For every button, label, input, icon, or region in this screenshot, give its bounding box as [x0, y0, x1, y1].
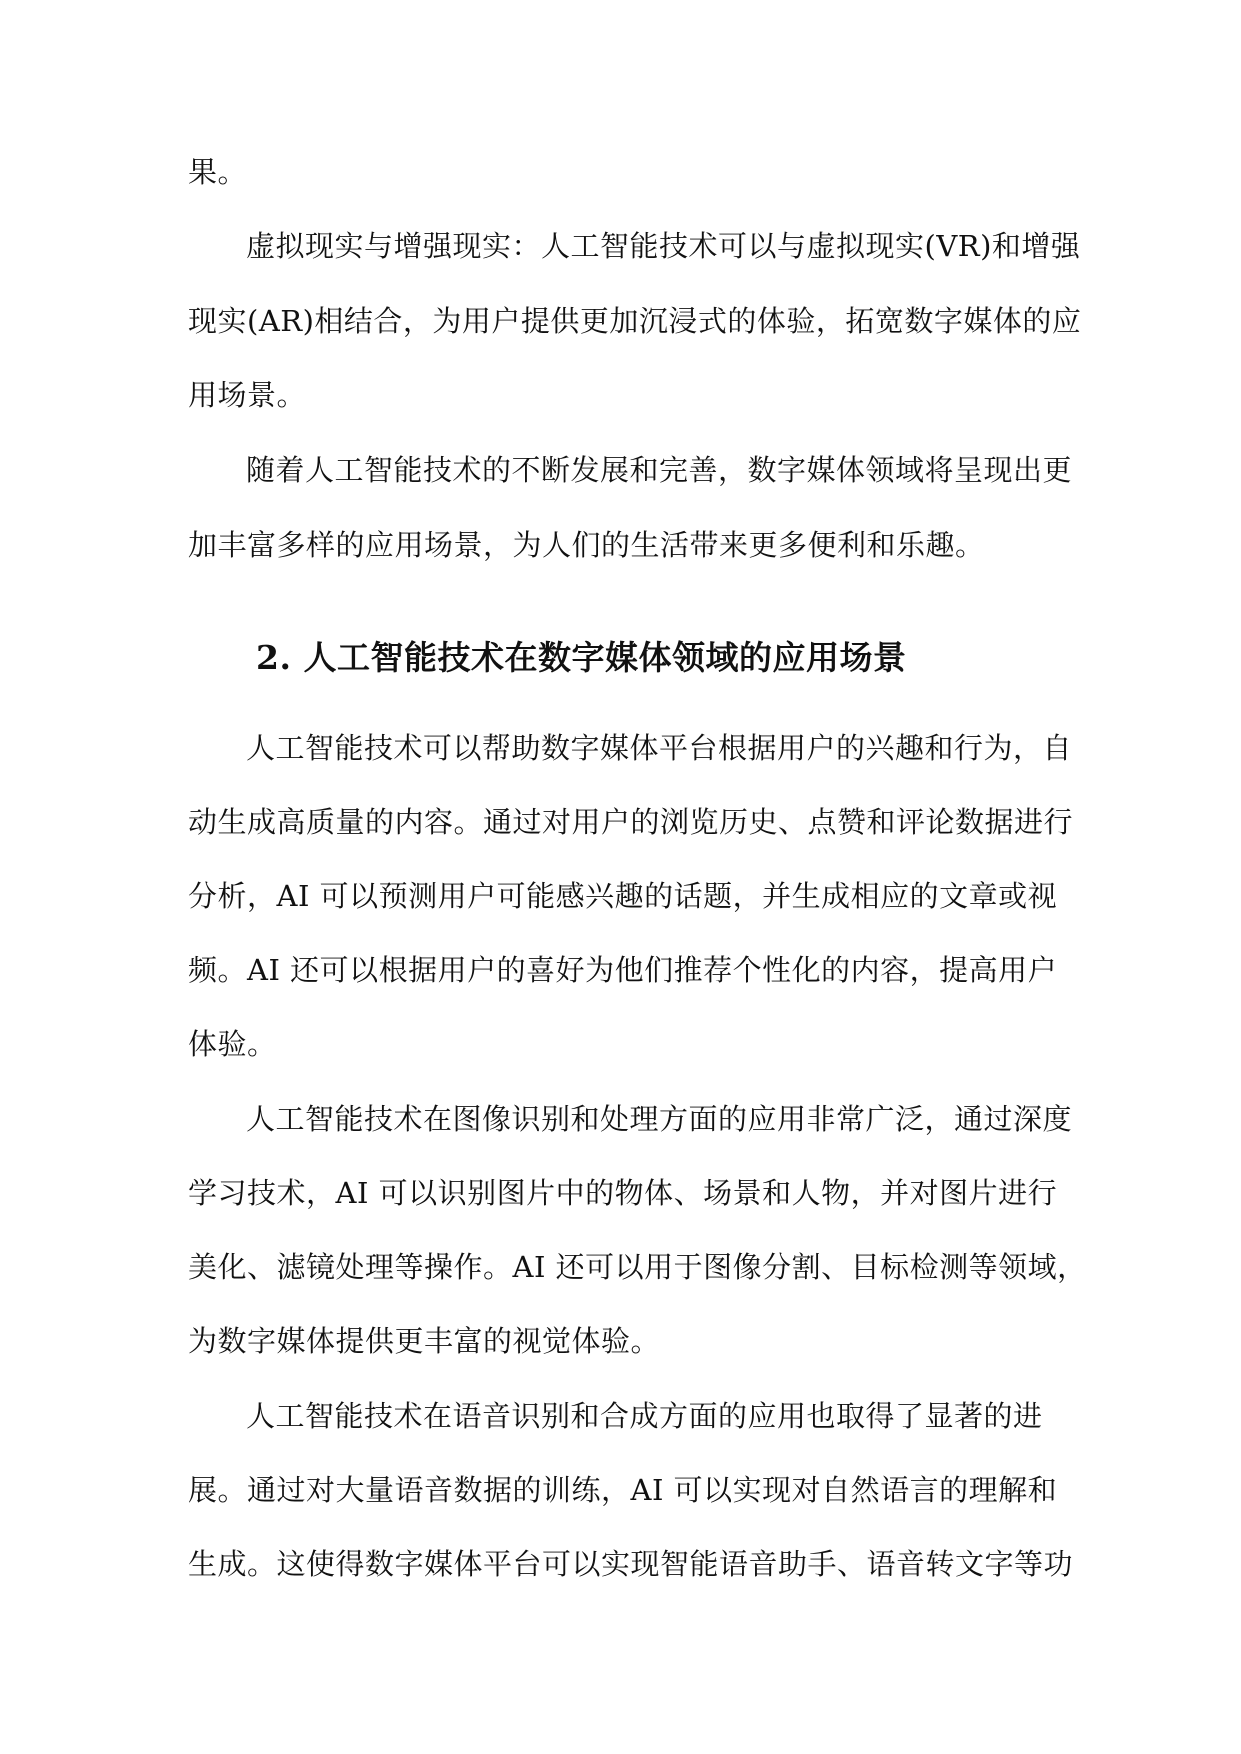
text-line: 学习技术，AI 可以识别图片中的物体、场景和人物，并对图片进行 [188, 1176, 1058, 1210]
text-line: 为数字媒体提供更丰富的视觉体验。 [188, 1324, 661, 1358]
paragraph-start-line: 人工智能技术在语音识别和合成方面的应用也取得了显著的进 [246, 1399, 1043, 1433]
text-line: 美化、滤镜处理等操作。AI 还可以用于图像分割、目标检测等领域， [188, 1250, 1087, 1284]
paragraph-start-line: 随着人工智能技术的不断发展和完善，数字媒体领域将呈现出更 [246, 453, 1073, 487]
text-line: 频。AI 还可以根据用户的喜好为他们推荐个性化的内容，提高用户 [188, 953, 1058, 987]
text-line: 体验。 [188, 1027, 277, 1061]
text-line: 展。通过对大量语音数据的训练，AI 可以实现对自然语言的理解和 [188, 1473, 1058, 1507]
paragraph-start-line: 人工智能技术可以帮助数字媒体平台根据用户的兴趣和行为，自 [246, 731, 1073, 765]
text-line: 现实(AR)相结合，为用户提供更加沉浸式的体验，拓宽数字媒体的应 [188, 304, 1082, 338]
text-line: 用场景。 [188, 378, 307, 412]
paragraph-start-line: 虚拟现实与增强现实：人工智能技术可以与虚拟现实(VR)和增强 [246, 229, 1081, 263]
text-line: 加丰富多样的应用场景，为人们的生活带来更多便利和乐趣。 [188, 528, 985, 562]
text-line: 分析，AI 可以预测用户可能感兴趣的话题，并生成相应的文章或视 [188, 879, 1058, 913]
paragraph-start-line: 人工智能技术在图像识别和处理方面的应用非常广泛，通过深度 [246, 1102, 1073, 1136]
text-line: 生成。这使得数字媒体平台可以实现智能语音助手、语音转文字等功 [188, 1547, 1074, 1581]
text-line: 动生成高质量的内容。通过对用户的浏览历史、点赞和评论数据进行 [188, 805, 1074, 839]
text-line: 果。 [188, 155, 248, 189]
section-heading: 2. 人工智能技术在数字媒体领域的应用场景 [256, 638, 907, 677]
